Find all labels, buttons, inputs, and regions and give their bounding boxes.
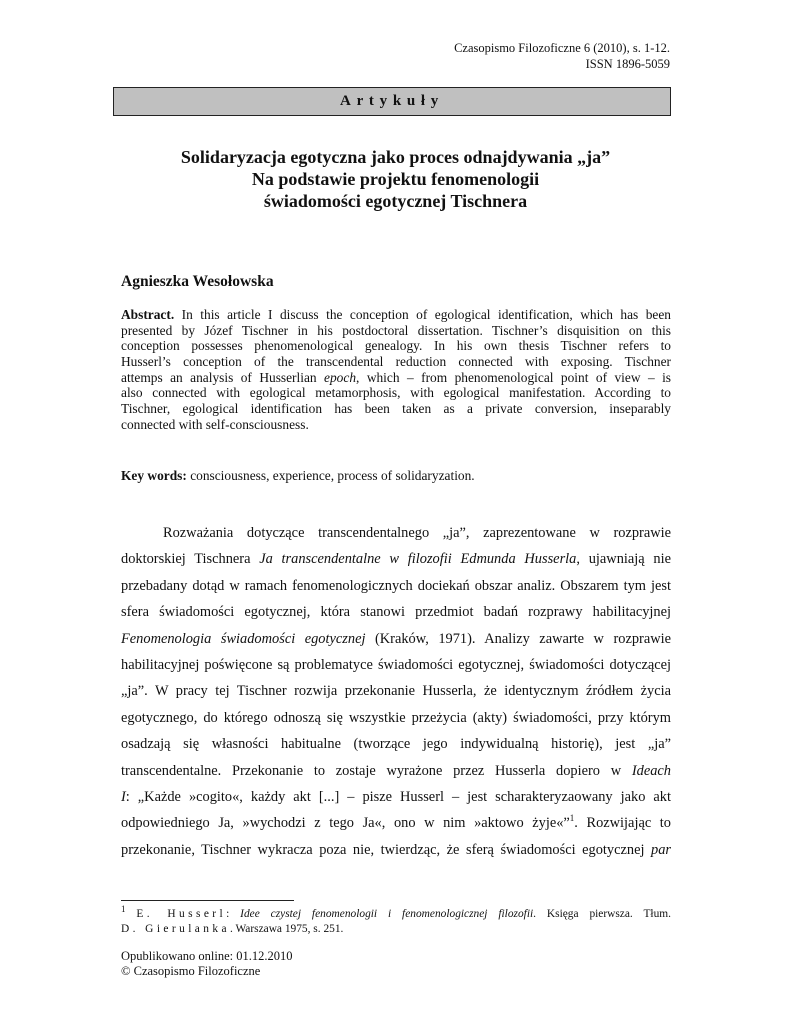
abstract-label: Abstract. (121, 307, 175, 322)
body-paragraph (121, 520, 671, 863)
abstract-line: Tischner, egological identification has been taken as a private conversion, inseparably (121, 401, 671, 417)
body-line: I: „Każde »cogito«, każdy akt [...] – pisze Husserl – jest scharakteryzaowany jako akt (121, 788, 671, 805)
journal-reference: Czasopismo Filozoficzne 6 (2010), s. 1-12. (454, 41, 670, 55)
title-line-3: świadomości egotycznej Tischnera (263, 191, 528, 211)
abstract-line: conception possesses phenomenological genealogy. In his own thesis Tischner refers to (121, 338, 671, 354)
publication-info (121, 949, 293, 979)
abstract-line: attemps an analysis of Husserlian epoch, which – from phenomenological point of view – is (121, 369, 672, 385)
body-line: przekonanie, Tischner wykracza poza nie, twierdząc, że sferą świadomości egotycznej par (121, 841, 671, 858)
body-line: Rozważania dotyczące transcendentalnego „ja”, zaprezentowane w rozprawie (163, 525, 671, 541)
title-line-2: Na podstawie projektu fenomenologii (251, 169, 540, 189)
footnote (121, 904, 671, 937)
footnote-marker: 1 (121, 904, 126, 915)
footnote-reference[interactable]: 1 (569, 813, 575, 824)
abstract-italic-term: epoch (324, 369, 357, 385)
body-line: transcendentalne. Przekonanie to zostaje wyrażone przez Husserla dopiero w Ideach (121, 762, 671, 779)
published-online: Opublikowano online: 01.12.2010 (121, 949, 293, 963)
article-title (100, 146, 691, 212)
issn: ISSN 1896-5059 (585, 57, 670, 71)
body-line: doktorskiej Tischnera Ja transcendentalne w filozofii Edmunda Husserla, ujawniają nie (121, 551, 671, 568)
body-line: Fenomenologia świadomości egotycznej (Kraków, 1971). Analizy zawarte w rozprawie (121, 630, 672, 647)
footnote-line: D. Gierulanka. Warszawa 1975, s. 251. (121, 923, 344, 935)
section-label: Artykuły (113, 87, 671, 116)
body-line: egotycznego, do którego odnoszą się wszystkie przeżycia (akty) świadomości, przy którym (121, 709, 671, 726)
author-name: Agnieszka Wesołowska (121, 273, 274, 290)
abstract-line: also connected with egological metamorphosis, with egological manifestation. According to (121, 385, 671, 401)
copyright: © Czasopismo Filozoficzne (121, 964, 261, 978)
footnote-divider (121, 900, 294, 901)
abstract-line: connected with self-consciousness. (121, 416, 309, 432)
body-line: odpowiedniego Ja, »wychodzi z tego Ja«, ono w nim »aktowo żyje«”$^1$. Rozwijając to (121, 813, 672, 832)
title-line-1: Solidaryzacja egotyczna jako proces odnajdywania „ja” (180, 147, 611, 167)
keywords-label: Key words: (121, 468, 187, 483)
body-line: sfera świadomości egotycznej, która stanowi przedmiot badań rozprawy habilitacyjnej (121, 604, 671, 621)
abstract (121, 307, 671, 433)
keywords (121, 468, 475, 484)
journal-header (454, 40, 670, 72)
body-line: przebadany dotąd w ramach fenomenologicznych dociekań obszar analiz. Obszarem tym jest (121, 577, 671, 594)
abstract-line: presented by Józef Tischner in his postdoctoral dissertation. Tischner’s disquisition on this (121, 322, 671, 338)
abstract-line: Abstract. In this article I discuss the conception of egological identification, which has been (121, 307, 671, 322)
footnote-line: $^1$ E. Husserl: Idee czystej fenomenologii i fenomenologicznej filozofii. Księga pierwsza. Tłum. (121, 904, 671, 920)
body-line: „ja”. W pracy tej Tischner rozwija przekonanie Husserla, że identycznym źródłem życia (121, 683, 671, 700)
body-line: habilitacyjnej poświęcone są problematyce świadomości egotycznej, świadomości dotyczącej (121, 656, 671, 673)
body-line: osadzają się własności habitualne (tworzące jego indywidualną historię), jest „ja” (121, 736, 671, 753)
abstract-line: Husserl’s conception of the transcendental reduction connected with exposing. Tischner (121, 354, 671, 370)
keywords-text: consciousness, experience, process of solidaryzation. (186, 468, 475, 483)
